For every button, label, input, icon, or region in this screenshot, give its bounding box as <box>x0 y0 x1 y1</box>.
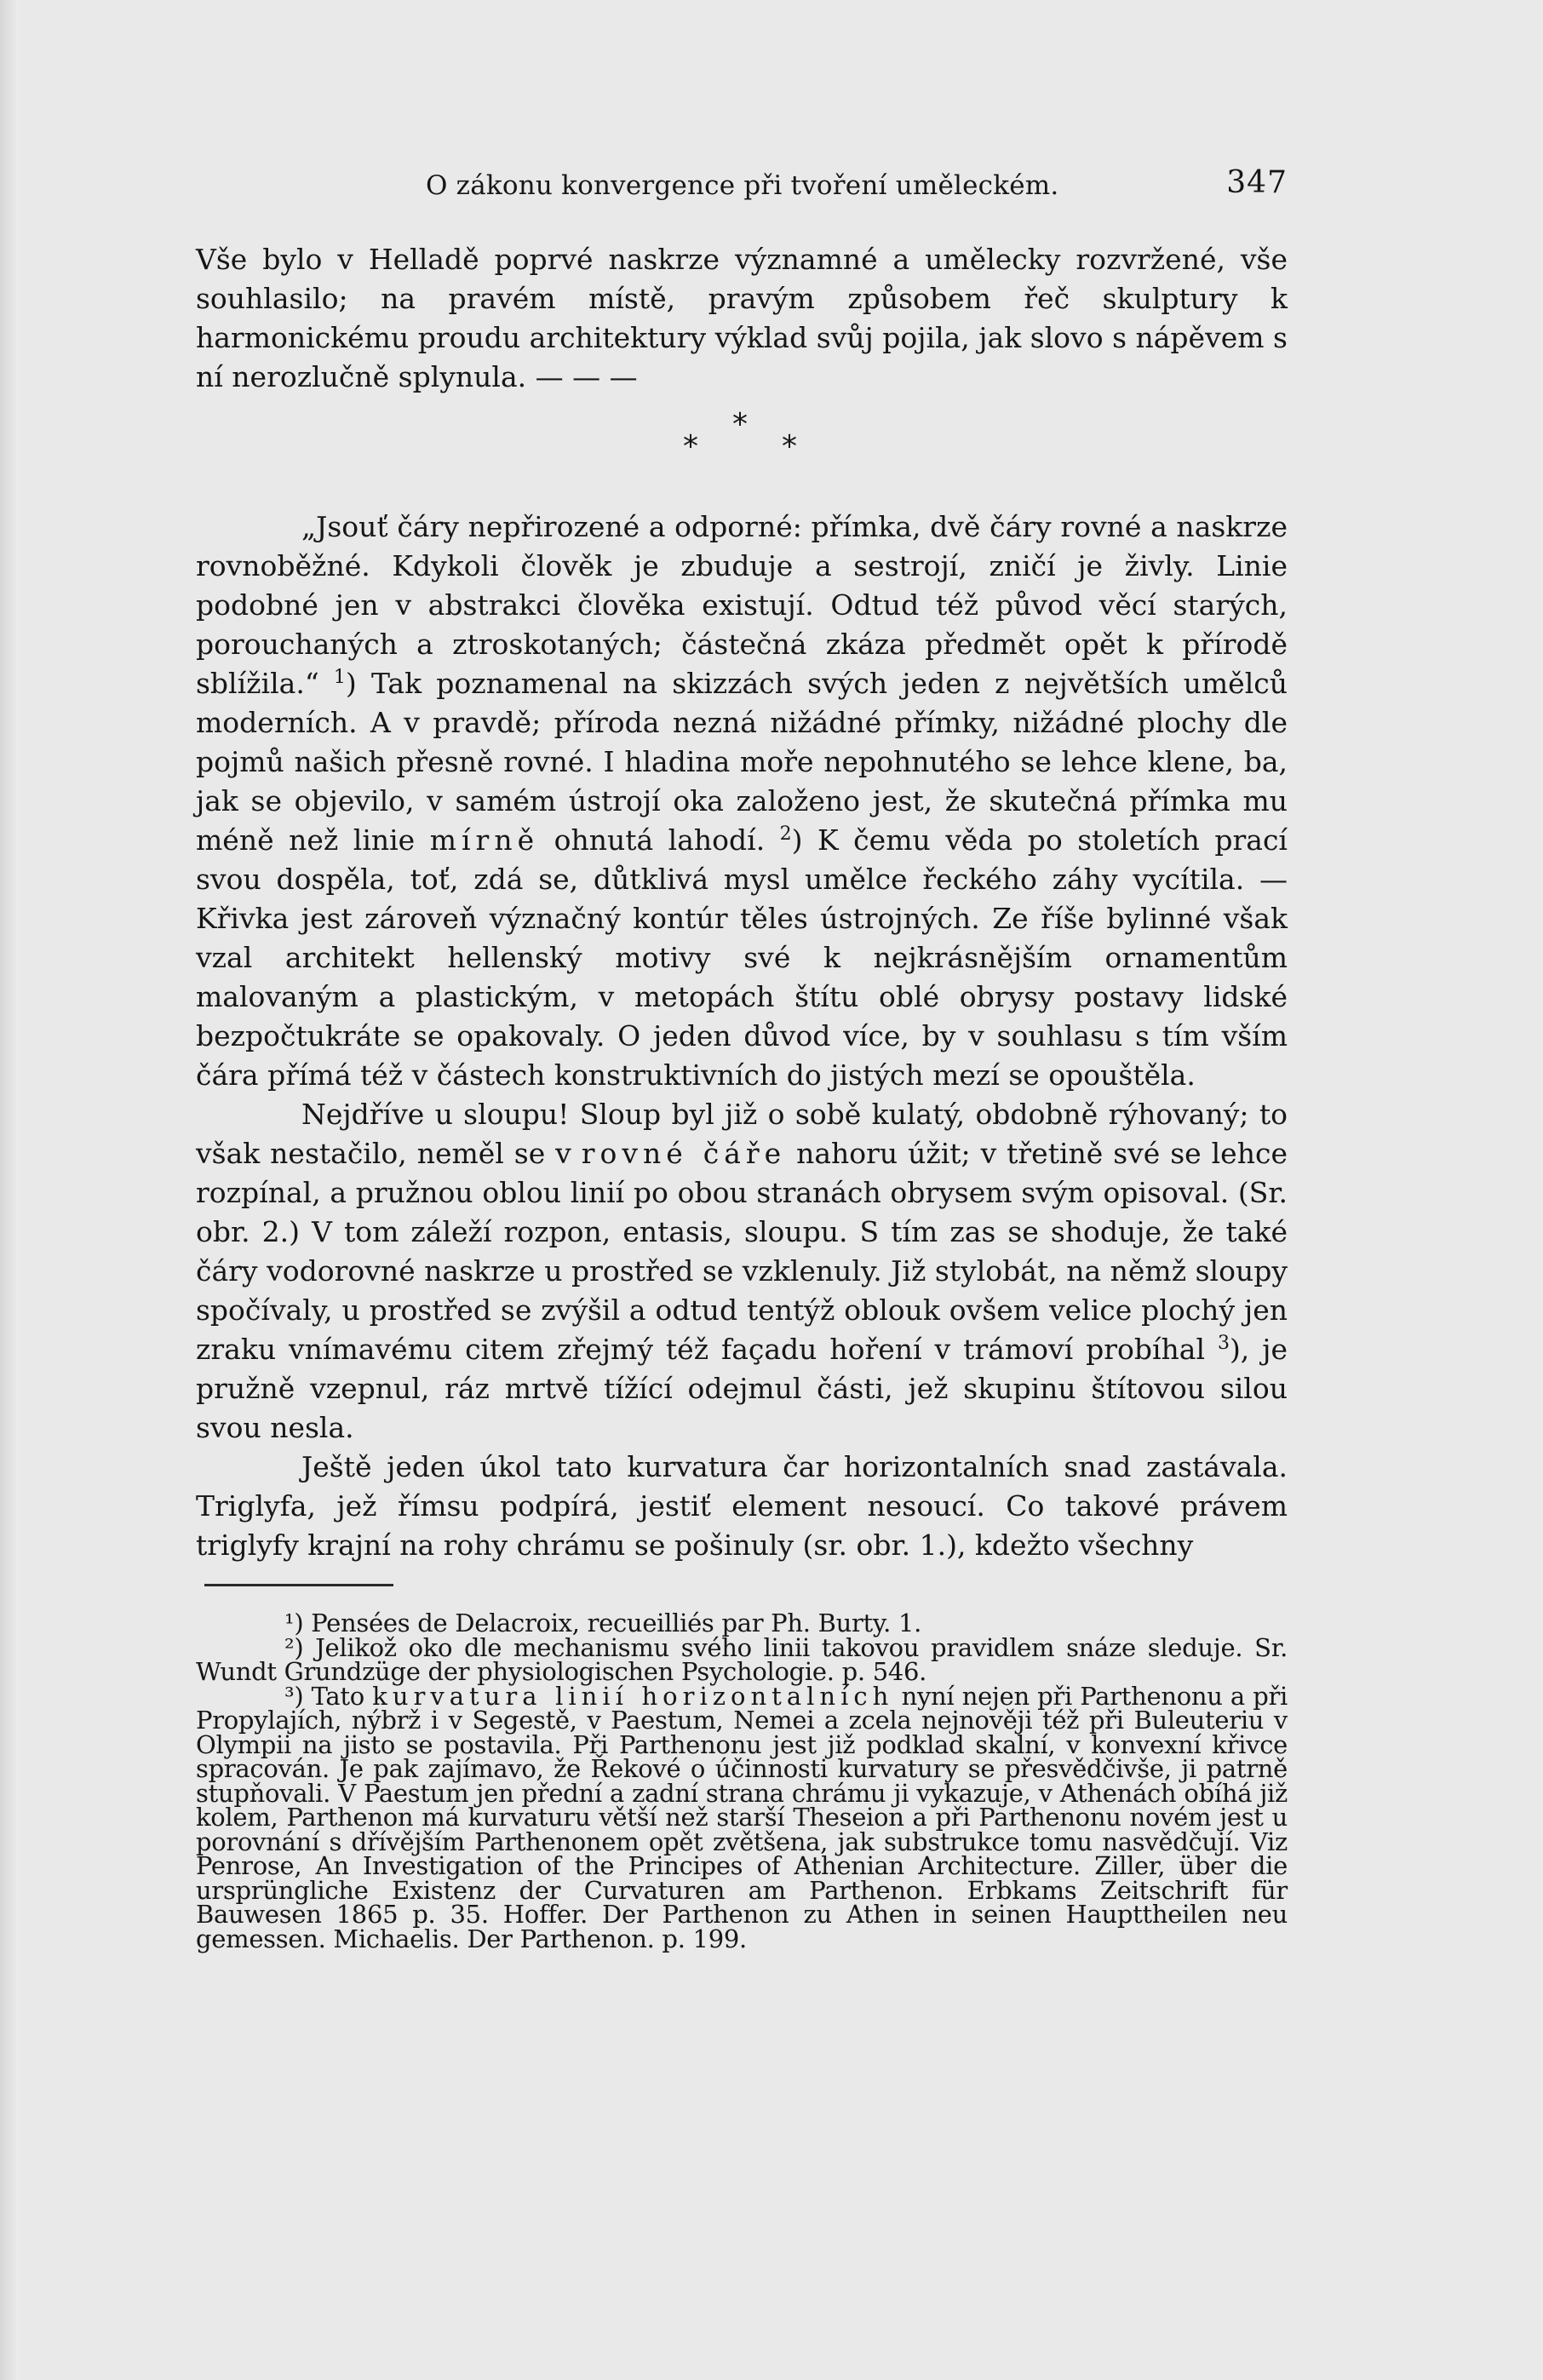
paragraph-2 <box>196 508 1288 1095</box>
paragraph-1-text: Vše bylo v Helladě poprvé naskrze významné a umělecky rozvržené, vše souhlasilo; na pravém místě, pravým způsobem řeč skulptury k harmonickému proudu architektury výklad svůj pojila, jak slovo s nápěvem s ní nerozlučně splynula. — — — <box>196 243 1288 393</box>
paragraph-4-text: Ještě jeden úkol tato kurvatura čar horizontalních snad zastávala. Triglyfa, jež římsu podpírá, jestiť element nesoucí. Co takové právem triglyfy krajní na rohy chrámu se pošinuly (sr. obr. 1.), kdežto všechny <box>196 1450 1288 1562</box>
footnote-ref-1: 1 <box>333 667 346 688</box>
footnote-1 <box>196 1611 1288 1636</box>
page-edge-shadow <box>0 0 19 2380</box>
asterism-star-top: * <box>732 407 748 442</box>
paragraph-2-text-c: ohnutá lahodí. <box>539 823 780 857</box>
footnote-3-spaced-words: kurvatura linií horizontalních <box>372 1681 894 1711</box>
paragraph-4 <box>196 1448 1288 1565</box>
paragraph-1 <box>196 240 1288 397</box>
footnote-3-mark: ³ <box>284 1681 295 1711</box>
footnote-separator <box>204 1584 393 1586</box>
paragraph-2-text-a: „Jsouť čáry nepřirozené a odporné: přímka, dvě čáry rovné a naskrze rovnoběžné. Kdykoli člověk je zbuduje a sestrojí, zničí je živly. Linie podobné jen v abstrakci člověka existují. Odtud též původ věcí starých, porouchaných a ztroskotaných; částečná zkáza předmět opět k přírodě sblížila.“ <box>196 510 1288 700</box>
running-head-title: O zákonu konvergence při tvoření uměleckém. <box>426 170 1059 201</box>
paragraph-3-text-b: nahoru úžit; v třetině své se lehce rozpínal, a pružnou oblou linií po obou stranách obrysem svým opisoval. (Sr. obr. 2.) V tom záleží rozpon, entasis, sloupu. S tím zas se shoduje, že také čáry vodorovné naskrze u prostřed se vzklenuly. Již stylobát, na němž sloupy spočívaly, u prostřed se zvýšil a odtud tentýž oblouk ovšem velice plochý jen zraku vnímavému citem zřejmý též façadu hoření v trámoví probíhal <box>196 1137 1288 1366</box>
footnotes <box>196 1611 1288 1951</box>
paragraph-3-text-c: ), je pružně vzepnul, ráz mrtvě tížící odejmul části, jež skupinu štítovou silou svou nesla. <box>196 1333 1288 1444</box>
footnote-2 <box>196 1632 1288 1686</box>
asterism-star-right: * <box>782 429 797 464</box>
footnote-2-mark: ² <box>284 1632 295 1662</box>
asterism-divider <box>196 397 1288 508</box>
body-text <box>196 240 1288 1565</box>
footnote-2-text: ) Jelikož oko dle mechanismu svého linii takovou pravidlem snáze sleduje. Sr. Wundt Grundzüge der physiologischen Psychologie. p. 546. <box>196 1632 1288 1686</box>
paragraph-2-text-d: ) K čemu věda po stoletích prací svou dospěla, toť, zdá se, důtklivá mysl umělce řeckého záhy vycítila. — Křivka jest zároveň význačný kontúr těles ústrojných. Ze říše bylinné však vzal architekt hellenský motivy své k nejkrásnějším ornamentům malovaným a plastickým, v metopách štítu oblé obrysy postavy lidské bezpočtukráte se opakovaly. O jeden důvod více, by v souhlasu s tím vším čára přímá též v částech konstruktivních do jistých mezí se opouštěla. <box>196 823 1288 1092</box>
paragraph-2-text-b: ) Tak poznamenal na skizzách svých jeden z největších umělců moderních. A v pravdě; příroda nezná nižádné přímky, nižádné plochy dle pojmů našich přesně rovné. I hladina moře nepohnutého se lehce klene, ba, jak se objevilo, v samém ústrojí oka založeno jest, že skutečná přímka mu méně než linie <box>196 667 1288 857</box>
paragraph-2-spaced-word: mírně <box>429 823 540 857</box>
paragraph-3 <box>196 1095 1288 1448</box>
asterism-star-left: * <box>683 429 698 464</box>
footnote-3-text-b: nyní nejen při Parthenonu a při Propylajích, nýbrž i v Segestě, v Paestum, Nemei a zcela nejnověji též při Buleuteriu v Olympii na jisto se postavila. Při Parthenonu jest již podklad skalní, v konvexní křivce spracován. Je pak zajímavo, že Řekové o účinnosti kurvatury se přesvědčivše, ji patrně stupňovali. V Paestum jen přední a zadní strana chrámu ji vykazuje, v Athenách obíhá již kolem, Parthenon má kurvaturu větší než starší Theseion a při Parthenonu novém jest u porovnání s dřívějším Parthenonem opět zvětšena, jak substrukce tomu nasvědčují. Viz Penrose, An Investigation of the Principes of Athenian Architecture. Ziller, über die ursprüngliche Existenz der Curvaturen am Parthenon. Erbkams Zeitschrift für Bauwesen 1865 p. 35. Hoffer. Der Parthenon zu Athen in seinen Haupttheilen neu gemessen. Michaelis. Der Parthenon. p. 199. <box>196 1681 1288 1953</box>
page-number: 347 <box>1226 165 1288 200</box>
running-head <box>426 165 1288 209</box>
footnote-3 <box>196 1681 1288 1953</box>
paragraph-3-text-a: Nejdříve u sloupu! Sloup byl již o sobě kulatý, obdobně rýhovaný; to však nestačilo, neměl se v <box>196 1098 1288 1170</box>
footnote-1-text: ) Pensées de Delacroix, recueilliés par Ph. Burty. 1. <box>294 1609 922 1637</box>
footnote-3-text-a: ) Tato <box>294 1681 373 1711</box>
footnote-ref-3: 3 <box>1217 1333 1230 1354</box>
footnote-ref-2: 2 <box>779 823 792 845</box>
footnote-1-mark: ¹ <box>284 1609 295 1637</box>
paragraph-3-spaced-words: rovné čáře <box>581 1137 787 1170</box>
